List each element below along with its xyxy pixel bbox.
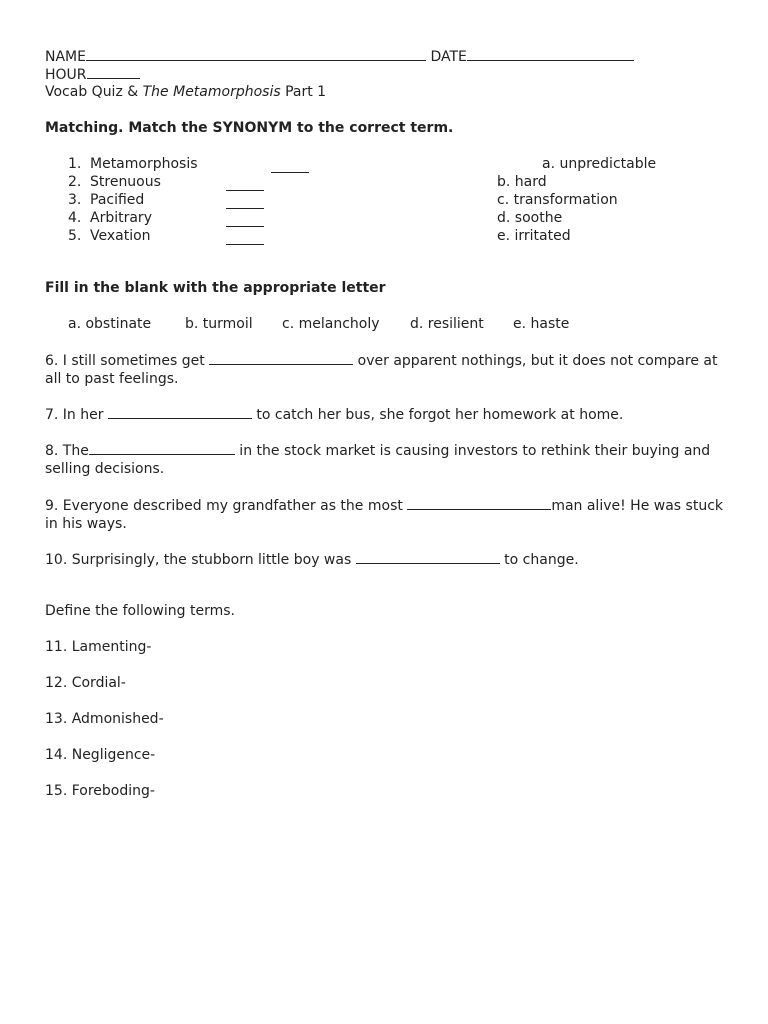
- option-c: c. transformation: [497, 192, 618, 208]
- term-number: 5.: [68, 228, 82, 244]
- answer-blank-4[interactable]: [226, 213, 264, 227]
- quiz-title: [45, 83, 326, 101]
- option-a: a. unpredictable: [542, 156, 657, 172]
- q9-text-before: 9. Everyone described my grandfather as the most: [45, 498, 408, 514]
- q9-text-after: man alive! He was stuck in his ways.: [45, 498, 723, 532]
- term-pacified: Pacified: [90, 192, 145, 208]
- question-8: [45, 441, 735, 478]
- answer-blank-3[interactable]: [226, 195, 264, 209]
- term-number: 4.: [68, 210, 82, 226]
- hour-line: [45, 65, 140, 84]
- term-strenuous: Strenuous: [90, 174, 161, 190]
- word-bank-item: c. melancholy: [282, 316, 380, 332]
- name-label: NAME: [45, 49, 86, 65]
- q8-text-after: in the stock market is causing investors to rethink their buying and selling decisions.: [45, 443, 711, 477]
- word-bank-item: a. obstinate: [68, 316, 152, 332]
- title-suffix: Part 1: [280, 84, 327, 100]
- q6-blank[interactable]: [209, 351, 353, 365]
- term-vexation: Vexation: [90, 228, 151, 244]
- answer-blank-2[interactable]: [226, 177, 264, 191]
- q7-text-before: 7. In her: [45, 407, 108, 423]
- name-line: [45, 47, 634, 66]
- option-d: d. soothe: [497, 210, 563, 226]
- define-item-12: 12. Cordial-: [45, 675, 126, 691]
- define-item-13: 13. Admonished-: [45, 711, 164, 727]
- define-item-11: 11. Lamenting-: [45, 639, 152, 655]
- term-number: 1.: [68, 156, 82, 172]
- term-number: 2.: [68, 174, 82, 190]
- option-e: e. irritated: [497, 228, 571, 244]
- q10-blank[interactable]: [356, 550, 500, 564]
- title-prefix: Vocab Quiz &: [45, 84, 143, 100]
- hour-blank: [87, 65, 140, 79]
- fill-in-heading: Fill in the blank with the appropriate letter: [45, 280, 386, 296]
- word-bank-item: e. haste: [513, 316, 570, 332]
- q7-text-after: to catch her bus, she forgot her homework at home.: [251, 407, 624, 423]
- q9-blank[interactable]: [407, 496, 551, 510]
- q10-text-before: 10. Surprisingly, the stubborn little boy was: [45, 552, 356, 568]
- define-item-14: 14. Negligence-: [45, 747, 156, 763]
- word-bank-item: d. resilient: [410, 316, 484, 332]
- question-10: [45, 550, 735, 569]
- date-label: DATE: [430, 49, 467, 65]
- q6-text-before: 6. I still sometimes get: [45, 353, 210, 369]
- question-9: [45, 496, 735, 533]
- answer-blank-5[interactable]: [226, 231, 264, 245]
- matching-heading: Matching. Match the SYNONYM to the correct term.: [45, 120, 454, 136]
- title-book: The Metamorphosis: [142, 84, 281, 100]
- term-number: 3.: [68, 192, 82, 208]
- question-7: [45, 405, 735, 424]
- q8-text-before: 8. The: [45, 443, 89, 459]
- date-blank: [467, 47, 634, 61]
- term-metamorphosis: Metamorphosis: [90, 156, 198, 172]
- word-bank-item: b. turmoil: [185, 316, 253, 332]
- answer-blank-1[interactable]: [271, 159, 309, 173]
- q10-text-after: to change.: [499, 552, 579, 568]
- q8-blank[interactable]: [89, 441, 235, 455]
- define-heading: Define the following terms.: [45, 603, 235, 619]
- question-6: [45, 351, 735, 388]
- define-item-15: 15. Foreboding-: [45, 783, 155, 799]
- option-b: b. hard: [497, 174, 547, 190]
- term-arbitrary: Arbitrary: [90, 210, 152, 226]
- name-blank: [86, 47, 426, 61]
- q6-text-after: over apparent nothings, but it does not compare at all to past feelings.: [45, 353, 718, 387]
- hour-label: HOUR: [45, 67, 87, 83]
- q7-blank[interactable]: [108, 405, 252, 419]
